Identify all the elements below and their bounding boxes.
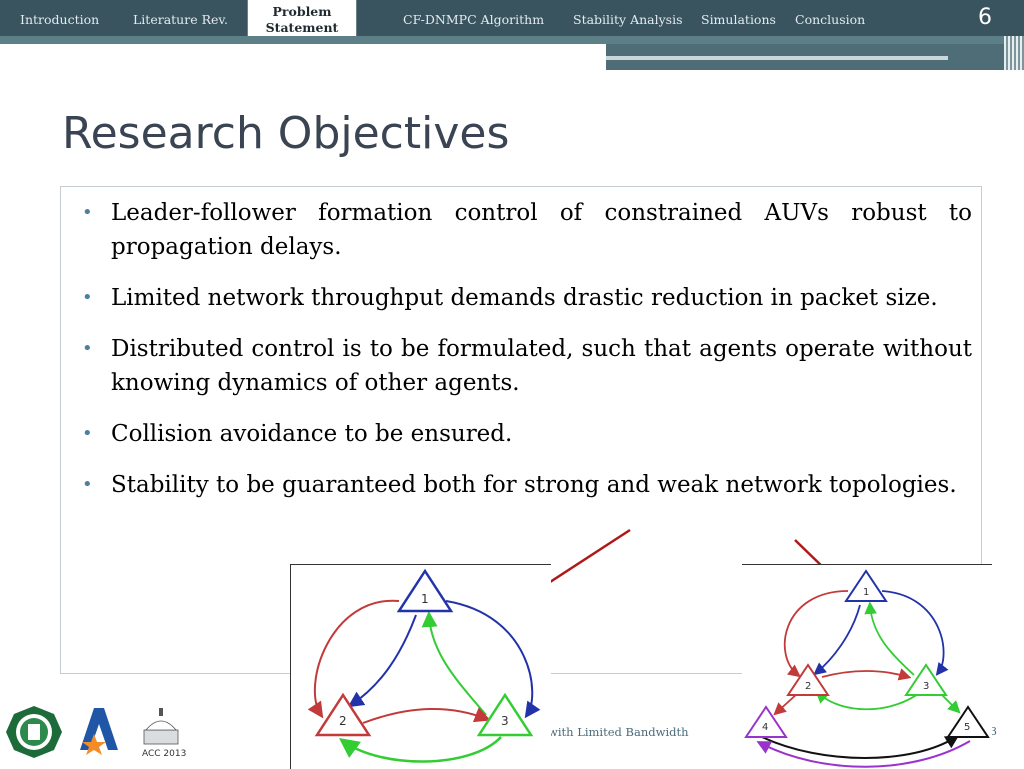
nav-item-conclusion[interactable]: Conclusion <box>795 12 866 27</box>
svg-text:2: 2 <box>805 681 812 692</box>
bullet-text: Collision avoidance to be ensured. <box>111 421 513 447</box>
bullet-text: Limited network throughput demands drastic reduction in packet size. <box>111 285 938 311</box>
bullet-text: Distributed control is to be formulated, such that agents operate without knowing dynamics of other agents. <box>111 336 972 396</box>
nav-item-introduction[interactable]: Introduction <box>20 12 100 27</box>
topology-node <box>788 665 828 695</box>
nav-item-stability-analysis[interactable]: Stability Analysis <box>573 12 683 27</box>
nav-active-line1: Problem <box>272 4 332 19</box>
svg-text:3: 3 <box>923 681 930 692</box>
svg-text:3: 3 <box>501 714 509 728</box>
svg-text:1: 1 <box>421 592 429 606</box>
weak-topology-figure <box>742 564 992 769</box>
bullet-icon: • <box>82 202 93 223</box>
topology-node <box>948 707 988 737</box>
topology-node <box>317 695 369 735</box>
slide-title: Research Objectives <box>62 108 510 159</box>
acc-logo-text: ACC 2013 <box>142 749 187 759</box>
topology-node <box>479 695 531 735</box>
svg-text:2: 2 <box>339 714 347 728</box>
footer-text: with Limited Bandwidth <box>548 725 689 739</box>
svg-text:1: 1 <box>863 587 870 598</box>
topology-node <box>746 707 786 737</box>
nav-item-literature-review[interactable]: Literature Rev. <box>133 12 228 27</box>
footer-page-number: 3 <box>990 725 997 738</box>
bullet-icon: • <box>82 423 93 444</box>
svg-text:5: 5 <box>964 722 971 733</box>
bullet-icon: • <box>82 287 93 308</box>
bullet-icon: • <box>82 338 93 359</box>
topology-node <box>399 571 451 611</box>
strong-topology-figure <box>290 564 551 769</box>
bullet-text: Leader-follower formation control of constrained AUVs robust to propagation delays. <box>111 200 972 260</box>
nav-item-cf-dnmpc[interactable]: CF-DNMPC Algorithm <box>403 12 545 27</box>
nav-active-line2: Statement <box>265 20 339 35</box>
slide-number: 6 <box>978 5 992 30</box>
svg-text:4: 4 <box>762 722 769 733</box>
bullet-text: Stability to be guaranteed both for strong and weak network topologies. <box>111 472 957 498</box>
bullet-icon: • <box>82 474 93 495</box>
nav-item-simulations[interactable]: Simulations <box>701 12 776 27</box>
topology-node <box>846 571 886 601</box>
